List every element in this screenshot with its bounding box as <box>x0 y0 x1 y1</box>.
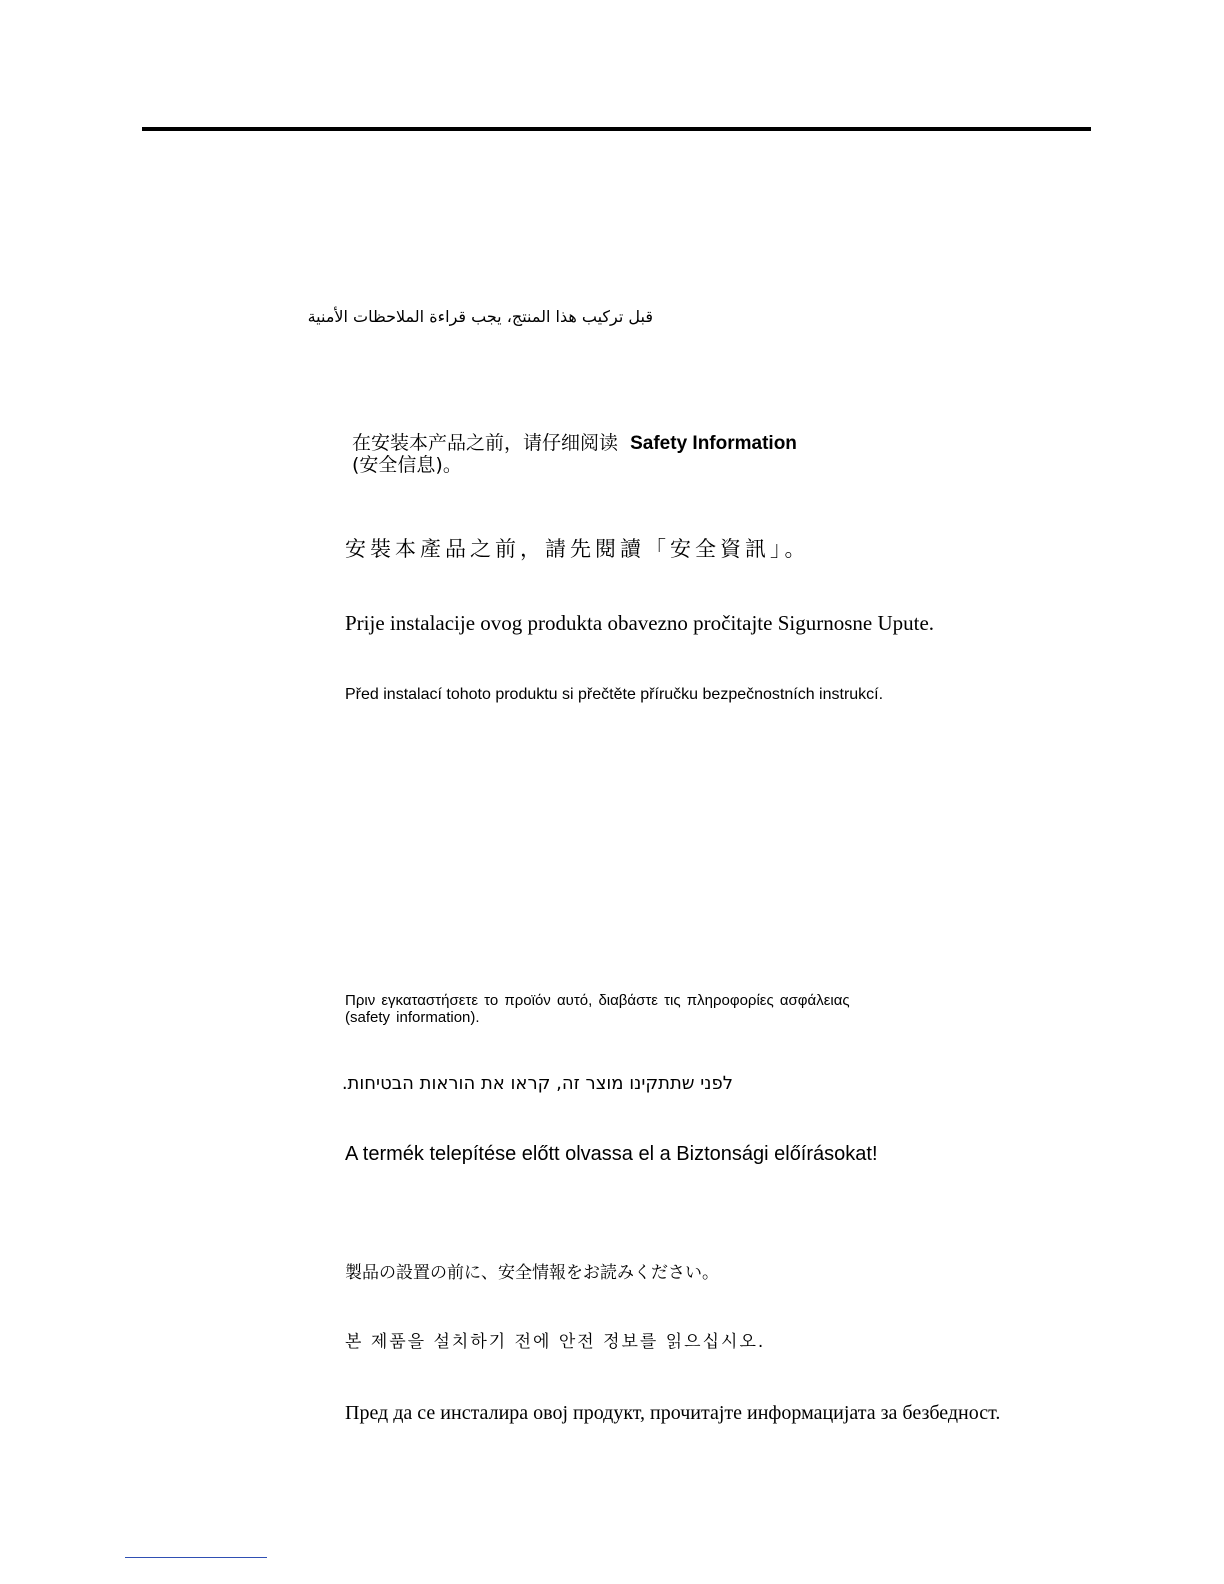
notice-greek-line2: (safety information). <box>345 1009 480 1027</box>
notice-hungarian: A termék telepítése előtt olvassa el a Biztonsági előírásokat! <box>345 1143 878 1165</box>
notice-japanese: 製品の設置の前に、安全情報をお読みください。 <box>345 1263 719 1283</box>
notice-hebrew: לפני שתתקינו מוצר זה, קראו את הוראות הבטיחות. <box>341 1073 733 1094</box>
notice-chinese-simplified-line2: (安全信息)。 <box>352 453 462 476</box>
notice-chinese-simplified <box>352 433 797 477</box>
notice-korean: 본 제품을 설치하기 전에 안전 정보를 읽으십시오. <box>345 1332 766 1352</box>
notice-arabic: قبل تركيب هذا المنتج، يجب قراءة الملاحظات الأمنية <box>307 307 653 326</box>
notice-greek-line1: Πριν εγκαταστήσετε το προϊόν αυτό, διαβάστε τις πληροφορίες ασφάλειας <box>345 992 850 1009</box>
top-rule <box>142 127 1091 131</box>
notice-chinese-traditional: 安裝本產品之前，請先閱讀「安全資訊」。 <box>345 537 810 561</box>
notice-croatian: Prije instalacije ovog produkta obavezno pročitajte Sigurnosne Upute. <box>345 611 935 635</box>
notice-macedonian: Пред да се инсталира овој продукт, прочитајте информацијата за безбедност. <box>345 1402 1001 1424</box>
footnote-rule <box>125 1557 267 1558</box>
notice-czech: Před instalací tohoto produktu si přečtěte příručku bezpečnostních instrukcí. <box>345 686 884 703</box>
notice-chinese-simplified-latin: Safety Information <box>630 433 797 454</box>
notice-chinese-simplified-cjk: 在安装本产品之前，请仔细阅读 <box>352 432 619 454</box>
notice-greek <box>345 992 850 1027</box>
notice-chinese-simplified-line1 <box>352 433 797 455</box>
